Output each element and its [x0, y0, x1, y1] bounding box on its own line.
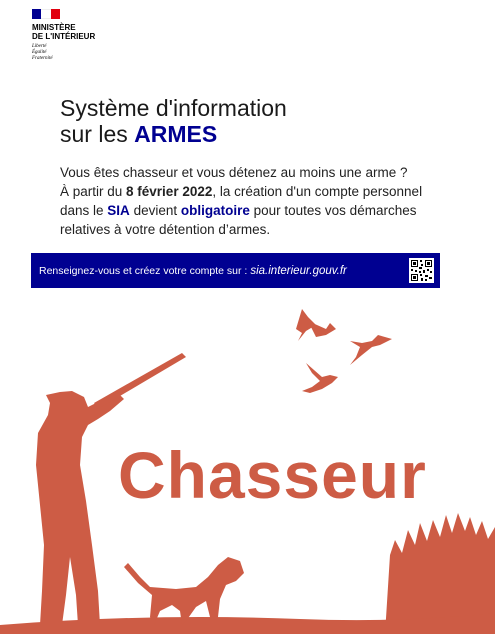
republic-motto: Liberté Égalité Fraternité [32, 44, 53, 61]
ministry-name: MINISTÈRE DE L'INTÉRIEUR [32, 23, 96, 41]
rifle-icon [94, 353, 186, 409]
dog-icon [124, 557, 244, 625]
info-banner [31, 253, 440, 288]
mandatory-word: obligatoire [180, 203, 250, 218]
duck-icon [350, 335, 392, 365]
sia-website-link[interactable]: sia.interieur.gouv.fr [250, 264, 347, 277]
deadline-date: 8 février 2022 [126, 184, 213, 199]
banner-text: Renseignez-vous et créez votre compte sur : [39, 264, 248, 277]
hunter-icon [36, 391, 124, 625]
republic-flag-icon [32, 9, 60, 19]
page-title: Système d'information sur les ARMES [60, 95, 287, 147]
duck-icon [296, 309, 336, 341]
ministry-header [32, 9, 95, 62]
duck-icon [302, 363, 338, 393]
intro-text: Vous êtes chasseur et vous détenez au moins une arme ? À partir du 8 février 2022, la création d'un compte personnel dans le SIA devient obligatoire pour toutes vos démarches relatives à votre détention d’armes. [60, 165, 423, 237]
audience-label: Chasseur [118, 438, 427, 512]
sia-acronym: SIA [107, 203, 130, 218]
qr-code-icon[interactable] [409, 258, 434, 283]
title-emphasis: ARMES [134, 121, 218, 147]
